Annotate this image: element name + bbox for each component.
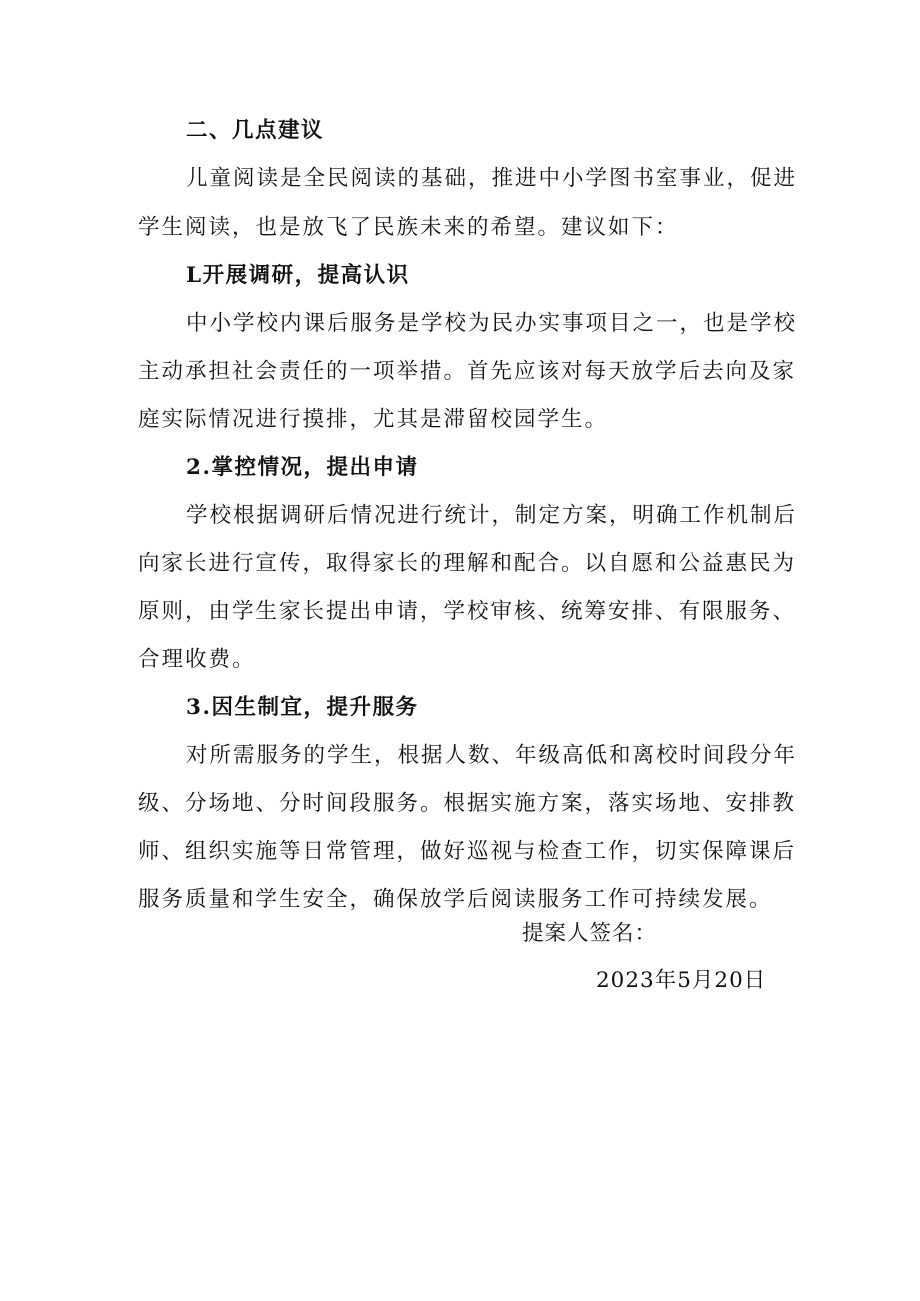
item1-heading: L开展调研，提高认识 (186, 263, 410, 288)
item1-line-3: 庭实际情况进行摸排，尤其是滞留校园学生。 (138, 407, 609, 432)
item2-line-1: 学校根据调研后情况进行统计，制定方案，明确工作机制后 (186, 503, 798, 528)
item3-line-3: 师、组织实施等日常管理，做好巡视与检查工作，切实保障课后 (138, 839, 797, 864)
signature-date: 2023年5月20日 (596, 968, 767, 993)
item3-heading: 3.因生制宜，提升服务 (186, 695, 419, 720)
intro-line-2: 学生阅读，也是放飞了民族未来的希望。建议如下： (138, 215, 679, 240)
item1-line-1: 中小学校内课后服务是学校为民办实事项目之一，也是学校 (186, 311, 798, 336)
item3-line-2: 级、分场地、分时间段服务。根据实施方案，落实场地、安排教 (138, 791, 797, 816)
item2-line-4: 合理收费。 (138, 647, 256, 672)
item1-line-2: 主动承担社会责任的一项举措。首先应该对每天放学后去向及家 (138, 359, 797, 384)
signature-label: 提案人签名： (522, 921, 658, 946)
item2-line-2: 向家长进行宣传，取得家长的理解和配合。以自愿和公益惠民为 (138, 551, 797, 576)
item2-heading: 2.掌控情况，提出申请 (186, 455, 419, 480)
section-heading: 二、几点建议 (186, 118, 325, 143)
item2-line-3: 原则，由学生家长提出申请，学校审核、统筹安排、有限服务、 (138, 599, 797, 624)
intro-line-1: 儿童阅读是全民阅读的基础，推进中小学图书室事业，促进 (186, 166, 798, 191)
item3-line-4: 服务质量和学生安全，确保放学后阅读服务工作可持续发展。 (138, 887, 773, 912)
item3-line-1: 对所需服务的学生，根据人数、年级高低和离校时间段分年 (186, 743, 798, 768)
